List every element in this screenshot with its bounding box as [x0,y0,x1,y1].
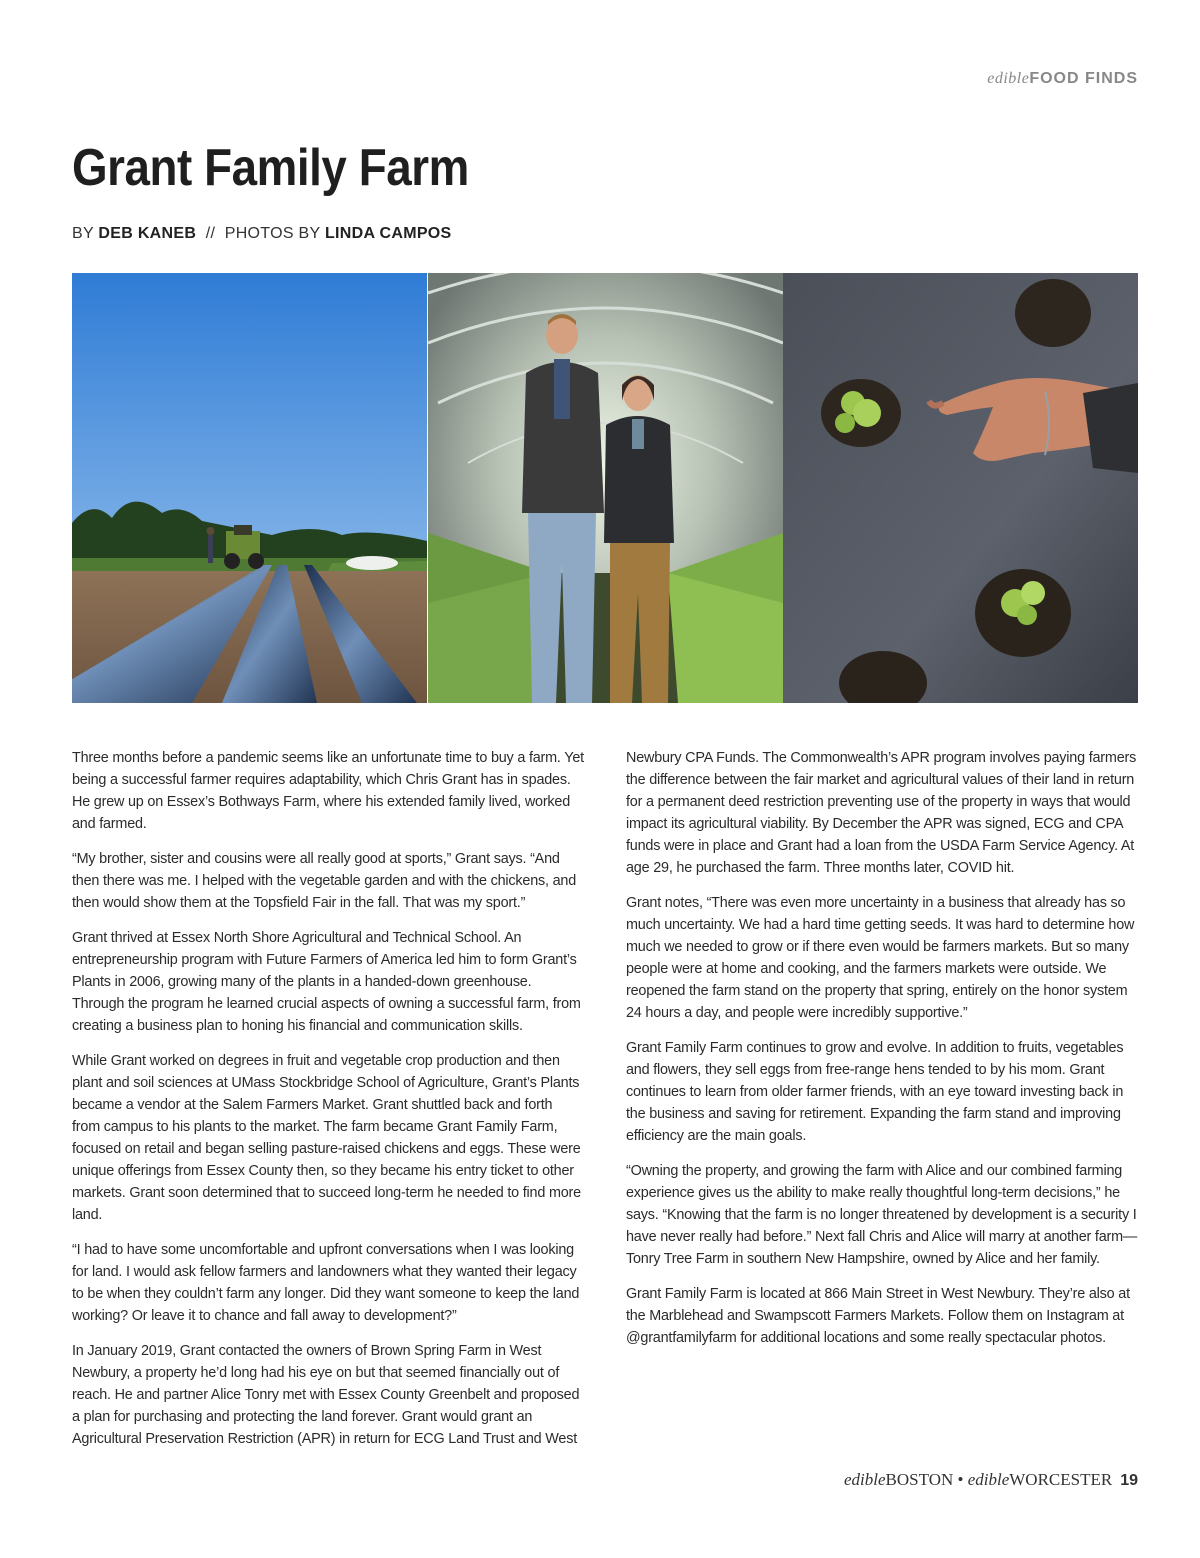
article-body [72,747,1138,1463]
footer-edible-2: edible [967,1470,1010,1489]
paragraph: “My brother, sister and cousins were all really good at sports,” Grant says. “And then there was me. I helped with the vegetable garden and with the chickens, and then would show them at the Topsfield Fair in the fall. That was my sport.” [72,851,576,911]
byline-separator: // [205,225,216,242]
seedling-planting-photo [783,273,1138,703]
paragraph: Grant notes, “There was even more uncertainty in a business that already has so much uncertainty. We had a hard time getting seeds. It was hard to determine how much we needed to grow or if there even would be farmers markets. But so many people were at home and cooking, and the farmers markets were outside. We reopened the farm stand on the property that spring, entirely on the honor system 24 hours a day, and people were incredibly supportive.” [626,895,1135,1021]
body-column-left [72,747,584,1463]
paragraph: Grant thrived at Essex North Shore Agricultural and Technical School. An entrepreneurship program with Future Farmers of America led him to form Grant’s Plants in 2006, growing many of the plants in a handed-down greenhouse. Through the program he learned crucial aspects of owning a successful farm, from creating a business plan to honing his financial and communication skills. [72,930,581,1034]
photos-prefix: PHOTOS BY [224,225,321,242]
byline [72,225,452,243]
footer-publication-1: BOSTON [885,1470,954,1489]
paragraph: Newbury CPA Funds. The Commonwealth’s APR program involves paying farmers the difference between the fair market and agricultural values of their land in return for a permanent deed restriction preventing use of the property in ways that would impact its agricultural viability. By December the APR was signed, ECG and CPA funds were in place and Grant had a loan from the USDA Farm Service Agency. At age 29, he purchased the farm. Three months later, COVID hit. [626,750,1137,876]
article-title: Grant Family Farm [72,139,469,197]
footer-publication-2: WORCESTER [1009,1470,1113,1489]
section-tag-prefix: edible [987,70,1030,87]
paragraph: While Grant worked on degrees in fruit and vegetable crop production and then plant and soil sciences at UMass Stockbridge School of Agriculture, Grant’s Plants became a vendor at the Salem Farmers Market. Grant shuttled back and forth from campus to his plants to the market. The farm became Grant Family Farm, focused on retail and began selling pasture-raised chickens and eggs. These were unique offerings from Essex County then, so they became his entry ticket to other markets. Grant soon determined that to succeed long-term he needed to find more land. [72,1053,581,1223]
paragraph: Grant Family Farm continues to grow and evolve. In addition to fruits, vegetables and flowers, they sell eggs from free-range hens tended to by his mom. Grant continues to learn from older farmer friends, with an eye toward investing back in the business and saving for retirement. Expanding the farm stand and improving efficiency are the main goals. [626,1040,1124,1144]
footer-edible-1: edible [844,1470,886,1489]
couple-greenhouse-photo [428,273,783,703]
paragraph: In January 2019, Grant contacted the owners of Brown Spring Farm in West Newbury, a property he’d long had his eye on but that seemed financially out of reach. He and partner Alice Tonry met with Essex County Greenbelt and proposed a plan for purchasing and protecting the land forever. Grant would grant an Agricultural Preservation Restriction (APR) in return for ECG Land Trust and West [72,1343,580,1447]
paragraph: “I had to have some uncomfortable and upfront conversations when I was looking for land. I would ask fellow farmers and landowners what they wanted their legacy to be when they couldn’t farm any longer. Did they want someone to keep the land working? Or leave it to chance and fall away to development?” [72,1242,580,1324]
field-rows-photo [72,273,427,703]
photographer-name: LINDA CAMPOS [324,225,452,242]
page-number: 19 [1120,1472,1138,1489]
footer-bullet: • [953,1470,968,1489]
section-tag [987,70,1138,88]
page-footer [844,1470,1138,1490]
photo-strip [72,273,1138,703]
paragraph: “Owning the property, and growing the farm with Alice and our combined farming experience gives us the ability to make really thoughtful long-term decisions,” he says. “Knowing that the farm is no longer threatened by development is a security I have never really had before.” Next fall Chris and Alice will marry at another farm—Tonry Tree Farm in southern New Hampshire, owned by Alice and her family. [626,1163,1138,1267]
author-name: DEB KANEB [98,225,197,242]
paragraph: Three months before a pandemic seems like an unfortunate time to buy a farm. Yet being a successful farmer requires adaptability, which Chris Grant has in spades. He grew up on Essex’s Bothways Farm, where his extended family lived, worked and farmed. [72,750,584,832]
paragraph: Grant Family Farm is located at 866 Main Street in West Newbury. They’re also at the Marblehead and Swampscott Farmers Markets. Follow them on Instagram at @grantfamilyfarm for additional locations and some really spectacular photos. [626,1286,1130,1346]
section-tag-name: FOOD FINDS [1029,70,1138,87]
byline-prefix: BY [72,225,94,242]
body-column-right [626,747,1138,1463]
